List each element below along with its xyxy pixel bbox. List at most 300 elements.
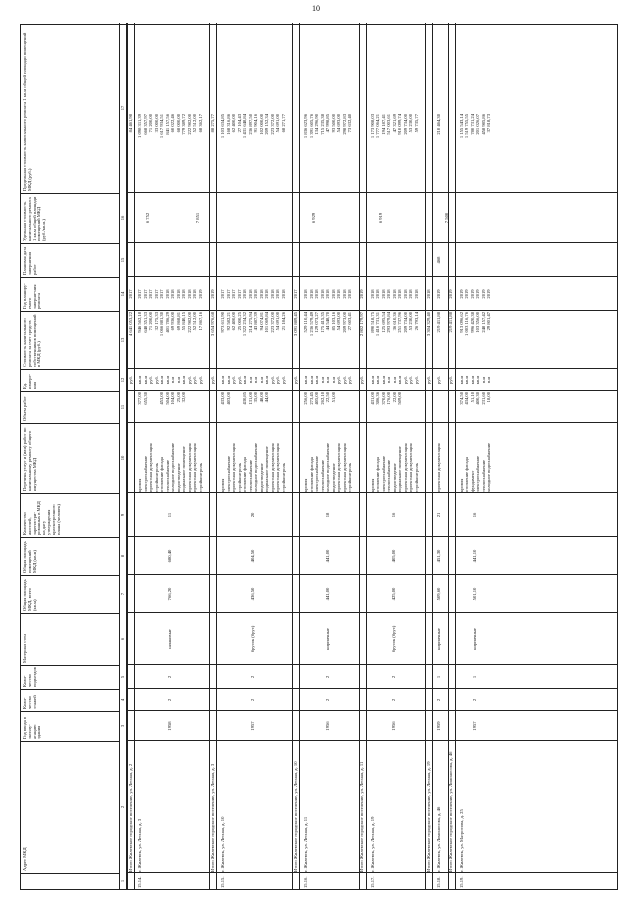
wall-material: кирпичные: [324, 628, 330, 650]
work-cost: 54 693,00: [336, 312, 341, 331]
work-volume: 131,00: [247, 392, 253, 405]
work-limit: 222 982,00: [186, 114, 192, 135]
work-cost: 55 840,15: [181, 312, 186, 331]
header-address: Адрес МКД: [21, 741, 119, 873]
work-unit: п.м: [253, 376, 258, 384]
work-year: 2018: [408, 289, 413, 299]
address: г. Жилевск, ул. Матросова, д. 25: [458, 809, 464, 872]
total-label: Итого Жилевское городское поселение, ул. Лесная, д. 19: [425, 761, 431, 872]
work-year: 2018: [242, 289, 247, 299]
work-unit: п.м: [170, 376, 175, 384]
work-unit: руб.: [436, 376, 441, 384]
unit-cost-2: 7 851: [195, 212, 200, 224]
work-unit: п.м: [325, 376, 330, 384]
work-cost: 1 236 579,49: [308, 312, 314, 337]
work-limit: 134 296,90: [314, 114, 319, 135]
total-label: Итого Жилевское городское поселение, ул. Лесная, д. 10: [292, 761, 298, 872]
work-name: отопление фасада: [375, 457, 380, 492]
work-cost: 54 691,00: [275, 312, 280, 331]
work-limit: 1 098 311,39: [137, 114, 142, 138]
work-unit: кв.м: [314, 375, 319, 385]
work-name: водоотведение: [175, 463, 181, 492]
work-name: фундамент: [469, 470, 475, 492]
address: г. Жилевск, ул. Лесная, д. 19: [369, 816, 375, 872]
work-limit: 209 734,00: [402, 114, 408, 135]
total-unit: руб.: [448, 376, 453, 384]
total-area: 441,00: [324, 587, 330, 601]
work-unit: п.м: [175, 376, 181, 384]
work-volume: 104,00: [170, 392, 175, 405]
work-year: 2018: [280, 289, 286, 299]
work-cost: 1 322 234,32: [242, 312, 247, 337]
work-name: подвальное помещение: [397, 446, 402, 492]
work-unit: п.м: [480, 376, 486, 384]
work-name: электроснабжение: [475, 455, 480, 492]
work-volume: 25,00: [175, 392, 181, 403]
work-limit: 54 691,00: [275, 114, 280, 133]
work-unit: кв.м: [242, 375, 247, 385]
work-limit: 102 000,00: [258, 114, 264, 135]
total-cost: 3 304 329,40: [425, 312, 431, 337]
header-cost: Стоимость капитального ремонта за счет средств собственников помещений в МКД (руб.): [21, 311, 119, 369]
work-cost: 71 200,00: [148, 312, 153, 331]
work-unit: руб.: [336, 376, 341, 384]
work-name: холодное водоснабжение: [325, 442, 330, 492]
work-cost: 973 611,90: [220, 312, 225, 333]
work-name: проектная документация: [192, 443, 197, 492]
unit-cost: 6 752: [145, 212, 150, 224]
col-num: 11: [120, 404, 125, 410]
work-year: 2018: [413, 289, 419, 299]
total-area: 436,50: [250, 587, 255, 601]
work-cost: 529 110,44: [303, 312, 308, 333]
work-limit: 841 157,56: [164, 114, 170, 135]
work-limit: 209 152,34: [264, 114, 269, 135]
work-limit: 779 389,72: [181, 114, 186, 135]
page-number: 10: [312, 4, 320, 13]
work-unit: кв.м: [264, 375, 269, 385]
work-volume: 273,45: [308, 392, 314, 405]
total-year: 2019: [209, 289, 215, 299]
work-name: проектная документация: [275, 443, 280, 492]
header-residents: Количество жителей, зарегистри-рованных в МКД на дату утверждения краткосрочного плана (человек): [21, 493, 119, 537]
work-volume: 48,00: [258, 392, 264, 403]
work-cost: 890 518,75: [369, 312, 375, 333]
work-volume: 374,50: [458, 392, 464, 405]
work-limit: 68 362,17: [197, 114, 203, 133]
work-unit: кв.м: [220, 375, 225, 385]
work-volume: 370,00: [380, 392, 386, 405]
work-year: 2017: [225, 289, 231, 299]
work-volume: 430,85: [242, 392, 247, 405]
work-cost: 209 734,00: [402, 312, 408, 333]
work-unit: руб.: [347, 376, 352, 384]
work-unit: кв.м: [380, 375, 386, 385]
work-limit: 168 316,86: [225, 114, 231, 135]
work-name: стройконтроль: [197, 463, 203, 492]
work-volume: 35,00: [253, 392, 258, 403]
work-limit: 1 103 634,85: [220, 114, 225, 139]
work-cost: 25 000,25: [236, 312, 242, 331]
residents: 18: [324, 512, 330, 518]
work-limit: 71 200,00: [148, 114, 153, 133]
work-name: кровля: [137, 478, 142, 492]
work-name: подвальное помещение: [264, 446, 269, 492]
total-limit: 84 461,98: [127, 114, 133, 133]
work-cost: 913 096,62: [458, 312, 464, 333]
work-name: кровля: [458, 478, 464, 492]
work-unit: руб.: [153, 376, 159, 384]
work-name: стройконтроль: [413, 463, 419, 492]
total-year: 2019: [448, 289, 453, 299]
work-unit: руб.: [408, 376, 413, 384]
work-year: 2017: [142, 289, 148, 299]
work-cost: 32 175,33: [153, 312, 159, 331]
work-unit: кв.м: [225, 375, 231, 385]
work-limit: 194 187,41: [380, 114, 386, 135]
work-name: электроснабжение: [380, 455, 386, 492]
rotated-table-sheet: [20, 10, 620, 890]
work-year: 2017: [148, 289, 153, 299]
work-cost: 62 400,00: [231, 312, 236, 331]
work-limit: 54 693,00: [336, 114, 341, 133]
work-volume: 256,00: [303, 392, 308, 405]
work-cost: 1 416 731,31: [375, 312, 380, 337]
work-year: 2018: [275, 289, 280, 299]
work-year: 2018: [181, 289, 186, 299]
work-year: 2018: [402, 289, 408, 299]
work-year: 2019: [436, 289, 441, 299]
work-name: теплоснабжение: [480, 459, 486, 492]
work-volume: 405,00: [314, 392, 319, 405]
work-year: 2018: [325, 289, 330, 299]
work-cost: 36 610,36: [391, 312, 397, 331]
work-limit: 458 985,86: [480, 114, 486, 135]
work-limit: 47 998,85: [325, 114, 330, 133]
col-num: 9: [120, 513, 125, 517]
work-volume: 51,10: [469, 392, 475, 403]
work-name: кровля: [220, 478, 225, 492]
work-cost: 219 411,88: [436, 312, 441, 333]
work-year: 2017: [137, 289, 142, 299]
wall-material: кирпичные: [472, 628, 477, 650]
work-unit: кв.м: [303, 375, 308, 385]
work-cost: 69 868,81: [175, 312, 181, 331]
work-limit: 60 022,46: [170, 114, 175, 133]
work-limit: 27 104,43: [236, 114, 242, 133]
floors: 2: [391, 698, 397, 702]
work-name: теплоснабжение: [247, 459, 253, 492]
work-unit: руб.: [148, 376, 153, 384]
work-year: 2018: [269, 289, 275, 299]
work-volume: 431,00: [369, 392, 375, 405]
work-name: стройконтроль: [280, 463, 286, 492]
work-year: 2018: [314, 289, 319, 299]
work-name: проектная документация: [269, 443, 275, 492]
work-name: отопление фасада: [242, 457, 247, 492]
work-limit: 52 512,00: [192, 114, 197, 133]
work-name: теплоснабжение: [386, 459, 391, 492]
total-unit: руб.: [127, 376, 133, 384]
work-cost: 52 512,00: [192, 312, 197, 331]
work-year: 2019: [486, 289, 491, 299]
work-limit: 1 617 934,51: [159, 114, 164, 139]
address: г. Жилевск, ул. Ломоносова, д. 46: [436, 806, 441, 872]
entrances: 2: [167, 675, 172, 679]
year-built: 1956: [391, 721, 397, 731]
work-cost: 648 351,33: [142, 312, 148, 333]
work-cost: 223 372,00: [269, 312, 275, 333]
year-built: 1959: [436, 721, 441, 731]
work-volume: 262,10: [319, 392, 325, 405]
work-year: 2018: [369, 289, 375, 299]
col-num: 15: [120, 257, 125, 263]
work-name: проектная документация: [341, 443, 347, 492]
entrances: 2: [250, 675, 255, 679]
work-limit: 73 632,40: [347, 114, 352, 133]
work-limit: 1 431 648,84: [242, 114, 247, 139]
work-limit: 93 500,00: [330, 114, 336, 133]
work-year: 2018: [330, 289, 336, 299]
work-unit: руб.: [186, 376, 192, 384]
work-limit: 53 230,00: [408, 114, 413, 133]
work-name: проектная документация: [231, 443, 236, 492]
work-unit: кв.м: [164, 375, 170, 385]
work-cost: 43 887,39: [253, 312, 258, 331]
work-name: водоотведение: [330, 463, 336, 492]
work-volume: 44,00: [264, 392, 269, 403]
year-built: 1956: [324, 721, 330, 731]
work-limit: 59 735,77: [413, 114, 419, 133]
work-limit: 1 391 605,76: [308, 114, 314, 139]
work-volume: 22,50: [325, 392, 330, 403]
work-volume: 51,00: [330, 392, 336, 403]
work-unit: кв.м: [469, 375, 475, 385]
floors: 2: [167, 698, 172, 702]
work-volume: 400,30: [475, 392, 480, 405]
work-unit: кв.м: [137, 375, 142, 385]
work-year: 2018: [336, 289, 341, 299]
work-name: стройконтроль: [347, 463, 352, 492]
work-limit: 223 372,00: [269, 114, 275, 135]
row-number: 15.16.: [303, 876, 308, 888]
work-limit: 37 818,73: [486, 114, 491, 133]
work-cost: 26 793,14: [413, 312, 419, 331]
work-unit: п.м: [330, 376, 336, 384]
work-cost: 175 415,35: [319, 312, 325, 333]
capital-repair-table: [20, 24, 618, 890]
col-num: 7: [120, 592, 125, 596]
col-num: 6: [120, 637, 125, 641]
unit-cost: 6 919: [377, 212, 383, 224]
year-built: 1957: [250, 721, 255, 731]
work-year: 2018: [375, 289, 380, 299]
col-num: 4: [120, 698, 125, 702]
work-cost: 17 867,16: [197, 312, 203, 331]
work-year: 2018: [186, 289, 192, 299]
work-year: 2018: [258, 289, 264, 299]
work-volume: 453,00: [159, 392, 164, 405]
work-cost: 21 184,26: [280, 312, 286, 331]
work-unit: п.м: [386, 376, 391, 384]
rooms-area: 405,00: [391, 549, 397, 563]
col-num: 12: [120, 377, 125, 383]
total-label: Итого Жилевское городское поселение, ул. Лесная, д. 2: [127, 763, 133, 872]
work-volume: 386,36: [375, 392, 380, 405]
total-unit: руб.: [359, 376, 364, 384]
work-volume: 434,00: [464, 392, 469, 405]
work-year: 2018: [391, 289, 397, 299]
work-year: 2018: [347, 289, 352, 299]
unit-cost: 7 500: [444, 212, 449, 224]
work-unit: кв.м: [181, 375, 186, 385]
work-limit: 1 836 623,96: [303, 114, 308, 139]
work-unit: п.м: [391, 376, 397, 384]
work-name: холодное водоснабжение: [253, 442, 258, 492]
work-name: теплоснабжение: [319, 459, 325, 492]
work-cost: 125 695,54: [380, 312, 386, 333]
col-num: 17: [120, 105, 125, 111]
header-volume: Объем работ: [21, 391, 119, 423]
work-cost: 53 230,00: [408, 312, 413, 331]
total-cost: 4 641 053,22: [127, 312, 133, 337]
total-cost: 219 411,88: [448, 312, 453, 333]
work-year: 2017: [231, 289, 236, 299]
col-num: 1: [120, 879, 125, 883]
total-year: 2017: [292, 289, 298, 299]
wall-material: шлаковые: [167, 629, 172, 649]
header-works-list: Перечень услуг и (или) работ по капитальному ремонту общего имущества МКД: [21, 423, 119, 493]
total-unit: руб.: [209, 376, 215, 384]
work-volume: 504,00: [164, 392, 170, 405]
work-volume: 403,00: [225, 392, 231, 405]
total-unit: руб.: [425, 376, 431, 384]
year-built: 1957: [472, 721, 477, 731]
work-unit: п.м: [247, 376, 253, 384]
work-cost: 222 982,00: [186, 312, 192, 333]
residents: 21: [436, 512, 441, 518]
work-limit: 1 155 543,14: [458, 114, 464, 139]
work-limit: 47 321,69: [391, 114, 397, 133]
work-name: электроснабжение: [225, 455, 231, 492]
work-unit: кв.м: [464, 375, 469, 385]
work-year: 2018: [380, 289, 386, 299]
work-name: отопление фасада: [159, 457, 164, 492]
work-unit: руб.: [192, 376, 197, 384]
work-limit: 210 464,30: [436, 114, 441, 135]
work-year: 2019: [464, 289, 469, 299]
total-cost: 3 091 889,45: [292, 312, 298, 337]
work-volume: 18,00: [486, 392, 491, 403]
residents: 16: [472, 512, 477, 518]
work-unit: п.м: [319, 376, 325, 384]
work-limit: 33 000,00: [153, 114, 159, 133]
header-rooms-area: Общая площадь помещений МКД (кв.м): [21, 537, 119, 575]
work-unit: кв.м: [159, 375, 164, 385]
work-unit: кв.м: [397, 375, 402, 385]
work-cost: 248 157,42: [480, 312, 486, 333]
entrances: 1: [436, 675, 441, 679]
work-name: кровля: [303, 478, 308, 492]
header-year-built: Год ввода в эксплу-атацию здания: [21, 711, 119, 741]
work-cost: 94 074,81: [258, 312, 264, 331]
work-year: 2019: [458, 289, 464, 299]
total-cost: 2 802 179,97: [359, 312, 364, 337]
work-year: 2018: [247, 289, 253, 299]
work-year: 2018: [253, 289, 258, 299]
work-limit: 91 904,16: [253, 114, 258, 133]
work-year: 2017: [220, 289, 225, 299]
header-col-1: [21, 873, 119, 889]
residents: 16: [391, 512, 397, 518]
work-year: 2018: [192, 289, 197, 299]
col-num: 3: [120, 724, 125, 728]
work-limit: 1 173 908,03: [369, 114, 375, 139]
col-num: 8: [120, 554, 125, 558]
work-name: электроснабжение: [142, 455, 148, 492]
header-limit-cost: Предельная стоимость капитального ремонта 1 кв.м общей площади помещений МКД (руб.): [22, 32, 32, 191]
entrances: 1: [472, 675, 477, 679]
work-limit: 236 897,50: [247, 114, 253, 135]
work-name: стройконтроль: [236, 463, 242, 492]
header-total-area: Общая площадь МКД, всего (кв.м): [21, 575, 119, 613]
work-year: 2019: [480, 289, 486, 299]
col-num: 5: [120, 675, 125, 679]
work-limit: 715 235,38: [319, 114, 325, 135]
work-limit: 517 003,61: [386, 114, 391, 135]
residents: 20: [250, 512, 255, 518]
address: г. Жилевск, ул. Лесная, д. 3: [137, 818, 142, 872]
work-limit: 68 271,77: [280, 114, 286, 133]
column-number-row: [119, 23, 127, 889]
work-name: проектная документация: [402, 443, 408, 492]
work-limit: 910 099,74: [397, 114, 402, 135]
work-year: 2018: [264, 289, 269, 299]
work-year: 2019: [469, 289, 475, 299]
work-limit: 780 731,24: [469, 114, 475, 135]
work-cost: 44 548,70: [325, 312, 330, 331]
work-year: 2019: [197, 289, 203, 299]
work-name: электроснабжение: [314, 455, 319, 492]
work-cost: 101 069,84: [264, 312, 269, 333]
rooms-area: 451,30: [436, 549, 441, 563]
header-unit: Ед. измере-ния: [21, 369, 119, 391]
row-number: 15.15.: [220, 876, 225, 888]
work-cost: 1 003 116,76: [464, 312, 469, 336]
work-name: теплоснабжение: [164, 459, 170, 492]
work-name: проектная документация: [186, 443, 192, 492]
work-unit: кв.м: [475, 375, 480, 385]
work-volume: 176,00: [386, 392, 391, 405]
work-limit: 68 000,00: [175, 114, 181, 133]
address: г. Жилевск, ул. Лесная, д. 11: [303, 816, 308, 872]
work-name: стройконтроль: [153, 463, 159, 492]
work-name: подвальное помещение: [181, 446, 186, 492]
work-volume: 32,00: [181, 392, 186, 403]
entrances: 2: [391, 675, 397, 679]
work-unit: кв.м: [369, 375, 375, 385]
work-cost: 69 936,00: [170, 312, 175, 331]
work-year: 2017: [153, 289, 159, 299]
work-cost: 209 973,00: [341, 312, 347, 333]
rooms-area: 404,50: [250, 549, 255, 563]
total-label: Итого Жилевское городское поселение, ул. Лесная, д. 11: [359, 761, 364, 872]
total-limit: 88 275,77: [209, 114, 215, 133]
col-num: 10: [120, 455, 125, 461]
work-cost: 29 801,47: [486, 312, 491, 331]
work-name: холодное водоснабжение: [486, 442, 491, 492]
work-unit: кв.м: [308, 375, 314, 385]
